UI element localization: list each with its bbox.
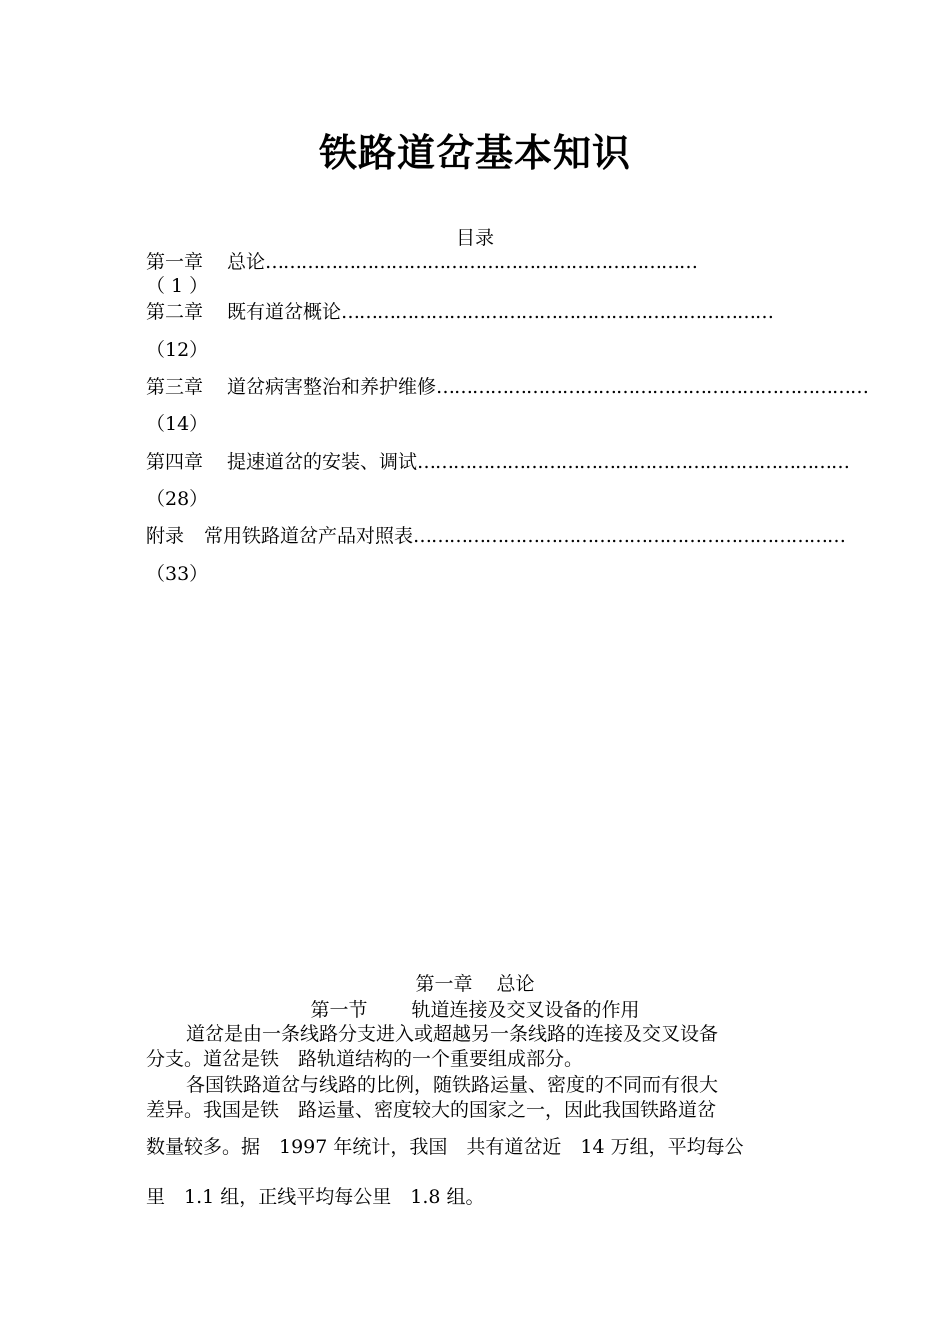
paragraph-line: 差异。我国是铁 路运量、密度较大的国家之一，因此我国铁路道岔 (146, 1099, 717, 1121)
toc-leader-dots: ……………………………………………………………… (265, 251, 698, 273)
toc-entry[interactable] (146, 250, 768, 274)
chapter-heading (0, 972, 950, 996)
toc-chapter-title: 既有道岔概论 (227, 301, 342, 323)
toc-page-number: （14） (146, 413, 209, 435)
toc-entry[interactable] (146, 450, 850, 474)
toc-leader-dots: ……………………………………………………………… (417, 451, 850, 473)
toc-chapter-label: 第三章 (146, 376, 204, 398)
toc-leader-dots: ……………………………………………………………… (413, 525, 846, 547)
toc-chapter-title: 提速道岔的安装、调试 (227, 451, 418, 473)
toc-leader-dots: ……………………………………………………………… (341, 301, 774, 323)
toc-heading: 目录 (455, 227, 494, 249)
paragraph-line: 分支。道岔是铁 路轨道结构的一个重要组成部分。 (146, 1048, 584, 1070)
section-heading (0, 998, 950, 1022)
toc-chapter-title: 常用铁路道岔产品对照表 (204, 525, 414, 547)
toc-chapter-title: 总论 (227, 251, 266, 273)
toc-entry[interactable] (146, 524, 846, 548)
toc-chapter-label: 第四章 (146, 451, 204, 473)
toc-page-number: （28） (146, 488, 209, 510)
paragraph-line: 道岔是由一条线路分支进入或超越另一条线路的连接及交叉设备 (186, 1023, 719, 1045)
toc-leader-dots: ……………………………………………………………… (436, 376, 869, 398)
paragraph-line: 各国铁路道岔与线路的比例，随铁路运量、密度的不同而有很大 (186, 1074, 719, 1096)
toc-chapter-title: 道岔病害整治和养护维修 (227, 376, 437, 398)
section-title: 轨道连接及交叉设备的作用 (411, 999, 640, 1021)
section-label: 第一节 (310, 999, 368, 1021)
document-title: 铁路道岔基本知识 (318, 130, 631, 175)
chapter-title: 总论 (496, 973, 535, 995)
chapter-label: 第一章 (415, 973, 473, 995)
toc-page-number: （12） (146, 339, 209, 361)
paragraph-line: 数量较多。据 1997 年统计，我国 共有道岔近 14 万组，平均每公 (146, 1136, 744, 1158)
toc-chapter-label: 第二章 (146, 301, 204, 323)
toc-entry[interactable] (146, 375, 869, 399)
paragraph-line: 里 1.1 组，正线平均每公里 1.8 组。 (146, 1186, 485, 1208)
toc-chapter-label: 附录 (146, 525, 185, 547)
toc-page-number: （ 1 ） (146, 275, 209, 297)
toc-entry[interactable] (146, 300, 774, 324)
toc-page-number: （33） (146, 563, 209, 585)
toc-chapter-label: 第一章 (146, 251, 204, 273)
